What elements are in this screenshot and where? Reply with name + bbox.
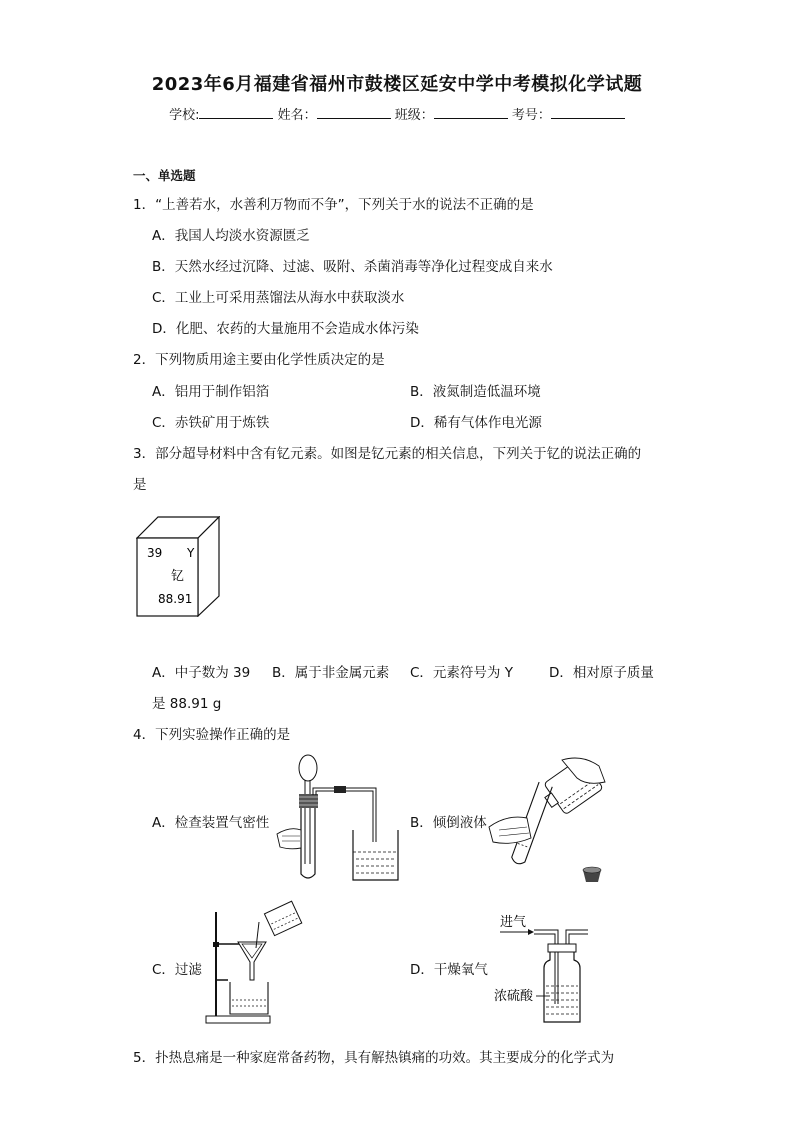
q3-option-a: A．中子数为 39 — [152, 665, 251, 681]
q2-option-d: D．稀有气体作电光源 — [410, 415, 542, 431]
yttrium-element-cube-figure — [136, 516, 220, 617]
q4-option-c: C．过滤 — [152, 962, 202, 978]
class-blank — [434, 105, 508, 119]
label-concentrated-sulfuric-acid: 浓硫酸 — [494, 989, 534, 1004]
label-gas-inlet: 进气 — [500, 915, 527, 930]
q2-option-c: C．赤铁矿用于炼铁 — [152, 415, 270, 431]
class-label: 班级： — [394, 108, 434, 123]
name-blank — [317, 105, 391, 119]
q4-stem: 4．下列实验操作正确的是 — [133, 727, 291, 743]
q1-option-a: A．我国人均淡水资源匮乏 — [152, 228, 310, 244]
exam-no-blank — [551, 105, 625, 119]
q2-option-a: A．铝用于制作铝箔 — [152, 384, 270, 400]
section-title: 一、单选题 — [133, 168, 196, 183]
q1-option-b: B．天然水经过沉降、过滤、吸附、杀菌消毒等净化过程变成自来水 — [152, 259, 553, 275]
q5-stem: 5．扑热息痛是一种家庭常备药物，具有解热镇痛的功效。其主要成分的化学式为 — [133, 1050, 615, 1066]
q3-option-d-line2: 是 88.91 g — [152, 696, 222, 712]
drying-oxygen-figure — [492, 908, 592, 1028]
pouring-liquid-figure — [487, 752, 619, 887]
q3-option-c: C．元素符号为 Y — [410, 665, 513, 681]
q1-stem: 1．“上善若水，水善利万物而不争”，下列关于水的说法不正确的是 — [133, 197, 534, 213]
exam-title: 2023年6月福建省福州市鼓楼区延安中学中考模拟化学试题 — [151, 74, 643, 95]
q3-stem-line1: 3．部分超导材料中含有钇元素。如图是钇元素的相关信息，下列关于钇的说法正确的 — [133, 446, 642, 462]
airtightness-check-figure — [272, 752, 408, 887]
student-info-line — [0, 104, 794, 123]
q3-option-b: B．属于非金属元素 — [272, 665, 390, 681]
q2-option-b: B．液氮制造低温环境 — [410, 384, 541, 400]
q1-option-d: D．化肥、农药的大量施用不会造成水体污染 — [152, 321, 419, 337]
name-label: 姓名： — [277, 108, 317, 123]
q3-stem-line2: 是 — [133, 477, 147, 493]
school-label: 学校: — [169, 108, 200, 123]
exam-no-label: 考号： — [511, 108, 551, 123]
element-atomic-number: 39 — [147, 546, 163, 560]
q4-option-d: D．干燥氧气 — [410, 962, 488, 978]
filtration-figure — [204, 900, 312, 1026]
q4-option-b: B．倾倒液体 — [410, 815, 487, 831]
q3-option-d-line1: D．相对原子质量 — [549, 665, 654, 681]
q1-option-c: C．工业上可采用蒸馏法从海水中获取淡水 — [152, 290, 405, 306]
q4-option-a: A．检查装置气密性 — [152, 815, 270, 831]
element-atomic-mass: 88.91 — [158, 592, 193, 606]
element-name: 钇 — [171, 569, 185, 584]
q2-stem: 2．下列物质用途主要由化学性质决定的是 — [133, 352, 385, 368]
element-symbol: Y — [187, 546, 195, 560]
school-blank — [199, 105, 273, 119]
